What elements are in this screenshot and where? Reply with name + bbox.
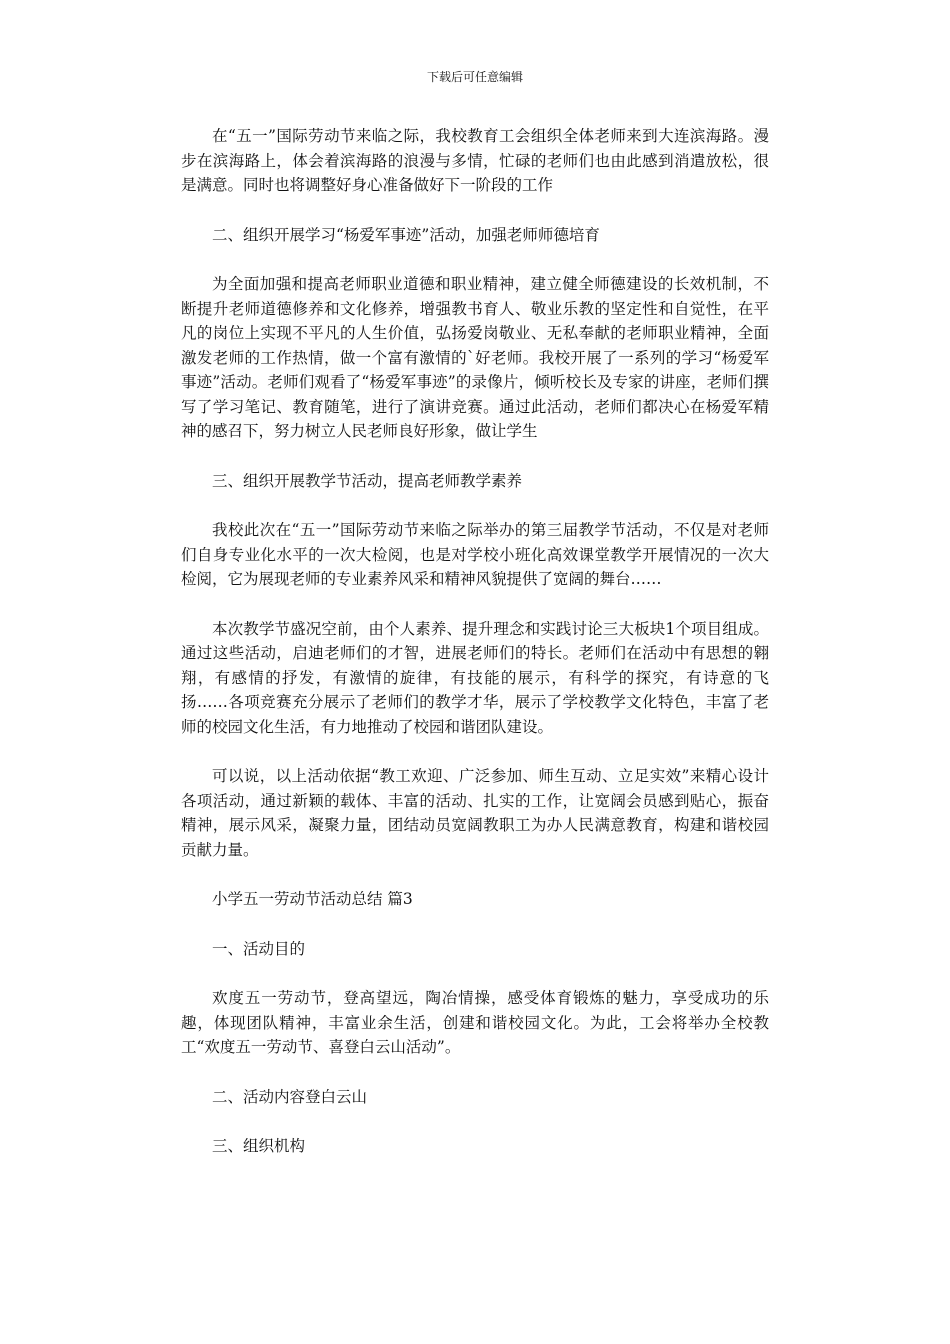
section-heading-content: 二、活动内容登白云山	[212, 1087, 368, 1106]
section-heading-purpose: 一、活动目的	[212, 939, 306, 958]
paragraph-purpose: 欢度五一劳动节，登高望远，陶冶情操，感受体育锻炼的魅力，享受成功的乐趣，体现团队精神，丰富业余生活，创建和谐校园文化。为此，工会将举办全校教工“欢度五一劳动节、喜登白云山活动”。	[181, 989, 769, 1056]
paragraph-seaside-trip: 在“五一”国际劳动节来临之际，我校教育工会组织全体老师来到大连滨海路。漫步在滨海路上，体会着滨海路的浪漫与多情，忙碌的老师们也由此感到消遣放松，很是满意。同时也将调整好身心准备做好下一阶段的工作	[181, 127, 769, 194]
document-body	[181, 124, 769, 1159]
section-heading-ethics: 二、组织开展学习“杨爱军事迹”活动，加强老师师德培育	[212, 225, 600, 244]
paragraph-festival-details: 本次教学节盛况空前，由个人素养、提升理念和实践讨论三大板块1个项目组成。通过这些活动，启迪老师们的才智，进展老师们的特长。老师们在活动中有思想的翱翔，有感情的抒发，有激情的旋律，有技能的展示，有科学的探究，有诗意的飞扬……各项竞赛充分展示了老师们的教学才华，展示了学校教学文化特色，丰富了老师的校园文化生活，有力地推动了校园和谐团队建设。	[181, 619, 769, 736]
paragraph-teaching-festival: 我校此次在“五一”国际劳动节来临之际举办的第三届教学节活动，不仅是对老师们自身专业化水平的一次大检阅，也是对学校小班化高效课堂教学开展情况的一次大检阅，它为展现老师的专业素养风采和精神风貌提供了宽阔的舞台……	[181, 521, 769, 588]
section-heading-organization: 三、组织机构	[212, 1137, 306, 1155]
paragraph-ethics-study: 为全面加强和提高老师职业道德和职业精神，建立健全师德建设的长效机制，不断提升老师道德修养和文化修养，增强教书育人、敬业乐教的坚定性和自觉性，在平凡的岗位上实现不平凡的人生价值，弘扬爱岗敬业、无私奉献的老师职业精神，全面激发老师的工作热情，做一个富有激情的`好老师。我校开展了一系列的学习“杨爱军事迹”活动。老师们观看了“杨爱军事迹”的录像片，倾听校长及专家的讲座，老师们撰写了学习笔记、教育随笔，进行了演讲竞赛。通过此活动，老师们都决心在杨爱军精神的感召下，努力树立人民老师良好形象，做让学生	[181, 275, 769, 440]
paragraph-summary: 可以说，以上活动依据“教工欢迎、广泛参加、师生互动、立足实效”来精心设计各项活动，通过新颖的载体、丰富的活动、扎实的工作，让宽阔会员感到贴心，振奋精神，展示风采，凝聚力量，团结动员宽阔教职工为办人民满意教育，构建和谐校园贡献力量。	[181, 767, 769, 859]
section-heading-teaching-festival: 三、组织开展教学节活动，提高老师教学素养	[212, 471, 523, 490]
header-note: 下载后可任意编辑	[426, 70, 523, 84]
article-title-part3: 小学五一劳动节活动总结 篇3	[212, 890, 413, 908]
